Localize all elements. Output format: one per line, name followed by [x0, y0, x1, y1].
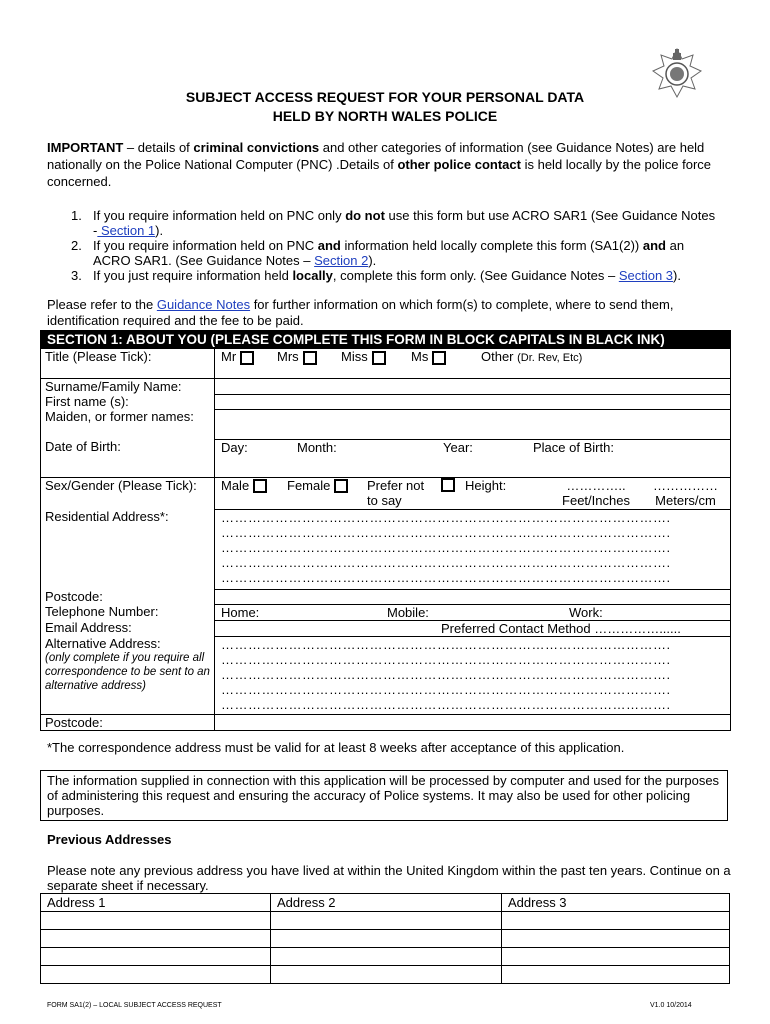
address-3-cell[interactable]: [502, 948, 730, 966]
surname-label: Surname/Family Name:: [41, 379, 215, 395]
email-label: Email Address:: [41, 620, 215, 636]
guidance-notes-link[interactable]: Guidance Notes: [156, 297, 251, 312]
height-label: Height:: [465, 477, 507, 493]
phone-home-field[interactable]: Home:: [221, 604, 260, 620]
first-name-label: First name (s):: [41, 394, 215, 409]
address-2-cell[interactable]: [271, 912, 502, 930]
telephone-label: Telephone Number:: [41, 604, 215, 620]
instructions-list: [47, 208, 723, 283]
surname-field[interactable]: [215, 379, 731, 395]
correspondence-note: *The correspondence address must be valid for at least 8 weeks after acceptance of this application.: [47, 740, 625, 755]
footer-form-name: FORM SA1(2) – LOCAL SUBJECT ACCESS REQUEST: [47, 1002, 222, 1009]
title-miss-checkbox[interactable]: [372, 351, 386, 365]
height-meters-field[interactable]: …………… Meters/cm: [653, 477, 718, 508]
previous-addresses-heading: Previous Addresses: [47, 832, 172, 847]
address-1-header: Address 1: [41, 894, 271, 912]
intro-paragraph: IMPORTANT – details of criminal convictions and other categories of information (see Guidance Notes) are held nationally on the Police National Computer (PNC) .Details of other police contact is held locally by the police force concerned.: [47, 140, 712, 189]
address-1-cell[interactable]: [41, 948, 271, 966]
first-name-field[interactable]: [215, 394, 731, 409]
footer-version: V1.0 10/2014: [650, 1002, 692, 1009]
phone-work-field[interactable]: Work:: [569, 604, 603, 620]
sex-label: Sex/Gender (Please Tick):: [41, 477, 215, 509]
sex-female-checkbox[interactable]: [334, 479, 348, 493]
section-1-table: SECTION 1: ABOUT YOU (PLEASE COMPLETE THIS FORM IN BLOCK CAPITALS IN BLACK INK) Title (Please Tick): Mr Mrs Miss Ms Other (Dr. Rev, Etc) Surname/Family Name: First name (s): Maiden, or former names: Date of Birth: Day: Month: Year: Place of Birth: Sex/Gender (Please Tick): Male Female Prefer not to say Height: ………….. Feet/Inches …………… Meters/cm Residential Address*: ………………………………………………………………………………………. ………………………………………………………………………………………. ………………………………………………………………………………………. ………………………………………………………………………………………. ………………………………………………………………………………………. Postcode: Telephone Number: Home: Mobile: Work: Email Address: Preferred Contact Method ……………...... Alternative Address: (only complete if you require all correspondence to be sent to an alternative address) ………………………………………………………………………………………. ………………………………………………………………………………………. ………………………………………………………………………………………. ………………………………………………………………………………………. ………………………………………………………………………………………. Postcode:: [40, 330, 731, 731]
height-feet-field[interactable]: ………….. Feet/Inches: [562, 477, 630, 508]
refer-paragraph: Please refer to the Guidance Notes for further information on which form(s) to complete, where to send them, identification required and the fee to be paid.: [47, 297, 674, 328]
title-mrs-checkbox[interactable]: [303, 351, 317, 365]
address-1-cell[interactable]: [41, 912, 271, 930]
address-2-header: Address 2: [271, 894, 502, 912]
alt-postcode-label: Postcode:: [41, 714, 215, 730]
maiden-name-field[interactable]: [215, 409, 731, 439]
postcode-label: Postcode:: [41, 589, 215, 604]
sex-prefer-not-checkbox[interactable]: [441, 478, 455, 492]
title-other-field[interactable]: Other (Dr. Rev, Etc): [481, 349, 583, 364]
title-label: Title (Please Tick):: [41, 349, 215, 379]
address-3-cell[interactable]: [502, 912, 730, 930]
data-processing-notice: The information supplied in connection with this application will be processed by computer and used for the purposes of administering this request and ensuring the accuracy of Police systems. It may also be used for other policing purposes.: [40, 770, 728, 821]
address-3-header: Address 3: [502, 894, 730, 912]
dob-month-field[interactable]: Month:: [297, 439, 337, 455]
email-field[interactable]: [215, 621, 441, 636]
address-3-cell[interactable]: [502, 930, 730, 948]
dob-day-field[interactable]: Day:: [221, 439, 248, 455]
place-of-birth-field[interactable]: Place of Birth:: [533, 439, 614, 455]
maiden-name-label: Maiden, or former names:: [41, 409, 215, 439]
previous-addresses-table: [40, 893, 730, 984]
list-item: 1. If you require information held on PNC only do not use this form but use ACRO SAR1 (See Guidance Notes - Section 1).: [71, 208, 716, 238]
address-3-cell[interactable]: [502, 966, 730, 984]
title-ms-checkbox[interactable]: [432, 351, 446, 365]
address-2-cell[interactable]: [271, 948, 502, 966]
section-2-link[interactable]: Section 2: [314, 253, 369, 268]
residential-address-field[interactable]: ………………………………………………………………………………………. ………………………………………………………………………………………. ………………………………………………………………………………………. ………………………………………………………………………………………. ……………………………………………………………………………………….: [215, 509, 731, 589]
title-mr-checkbox[interactable]: [240, 351, 254, 365]
alt-address-field[interactable]: ………………………………………………………………………………………. ………………………………………………………………………………………. ………………………………………………………………………………………. ………………………………………………………………………………………. ……………………………………………………………………………………….: [215, 636, 731, 714]
dob-year-field[interactable]: Year:: [443, 439, 473, 455]
list-item: 2. If you require information held on PNC and information held locally complete this form (SA1(2)) and an ACRO SAR1. (See Guidance Notes – Section 2).: [71, 238, 685, 268]
list-item: 3. If you just require information held locally, complete this form only. (See Guidance Notes – Section 3).: [71, 268, 681, 283]
alt-postcode-field[interactable]: [215, 714, 731, 730]
phone-mobile-field[interactable]: Mobile:: [387, 604, 429, 620]
sex-male-checkbox[interactable]: [253, 479, 267, 493]
section-1-link[interactable]: Section 1: [97, 223, 156, 238]
address-2-cell[interactable]: [271, 930, 502, 948]
section-1-heading: SECTION 1: ABOUT YOU (PLEASE COMPLETE THIS FORM IN BLOCK CAPITALS IN BLACK INK): [41, 331, 731, 349]
dob-label: Date of Birth:: [41, 439, 215, 477]
alt-address-label-cell: Alternative Address: (only complete if you require all correspondence to be sent to an alternative address): [41, 636, 215, 714]
form-title: SUBJECT ACCESS REQUEST FOR YOUR PERSONAL DATA HELD BY NORTH WALES POLICE: [185, 89, 585, 124]
address-1-cell[interactable]: [41, 966, 271, 984]
residential-address-label: Residential Address*:: [41, 509, 215, 589]
address-1-cell[interactable]: [41, 930, 271, 948]
previous-addresses-note: Please note any previous address you have lived at within the United Kingdom within the past ten years. Continue on a separate sheet if necessary.: [47, 863, 731, 893]
postcode-field[interactable]: [215, 589, 731, 604]
preferred-contact-field[interactable]: Preferred Contact Method ……………......: [441, 620, 681, 636]
address-2-cell[interactable]: [271, 966, 502, 984]
section-3-link[interactable]: Section 3: [618, 268, 674, 283]
alt-address-note: (only complete if you require all correspondence to be sent to an alternative address): [45, 652, 210, 692]
